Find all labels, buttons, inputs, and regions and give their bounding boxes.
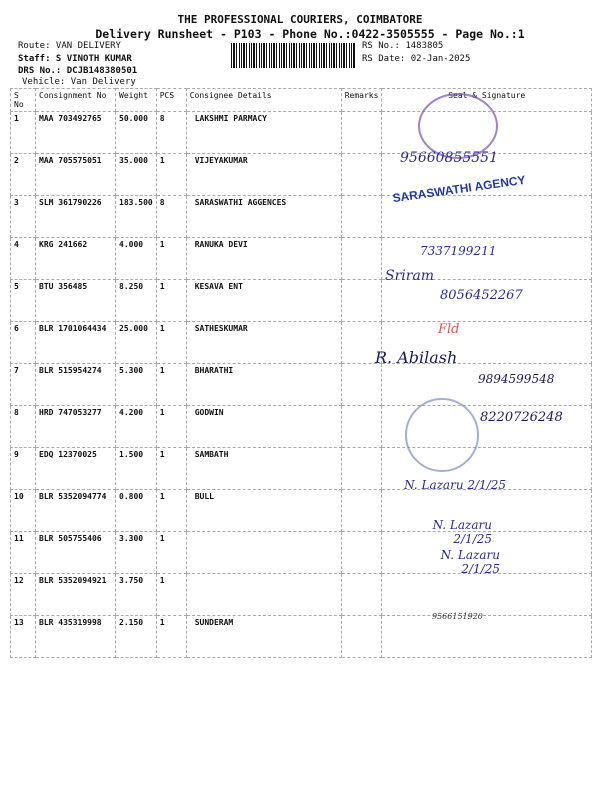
row-consignee: KESAVA ENT: [186, 280, 341, 322]
row-remarks: [341, 364, 382, 406]
row-weight: 50.000: [116, 112, 157, 154]
row-remarks: [341, 238, 382, 280]
barcode: [231, 43, 355, 68]
handwritten-phone-r7: 9894599548: [478, 372, 555, 386]
row-consignment-no: BLR 515954274: [36, 364, 116, 406]
handwritten-name-r7: R. Abilash: [375, 348, 458, 367]
rs-number: RS No.: 1483805: [362, 41, 444, 51]
col-consignment: Consignment No: [36, 89, 116, 112]
col-remarks: Remarks: [341, 89, 382, 112]
staff: Staff: S VINOTH KUMAR: [18, 54, 132, 64]
row-remarks: [341, 616, 382, 658]
row-weight: 1.500: [116, 448, 157, 490]
row-weight: 3.750: [116, 574, 157, 616]
table-row: [11, 616, 592, 658]
row-weight: 183.500: [116, 196, 157, 238]
row-pcs: 1: [156, 574, 186, 616]
row-weight: 25.000: [116, 322, 157, 364]
row-remarks: [341, 406, 382, 448]
row-sno: 12: [11, 574, 36, 616]
drs-number: DRS No.: DCJB148380501: [18, 66, 138, 76]
row-weight: 4.200: [116, 406, 157, 448]
row-consignment-no: EDQ 12370025: [36, 448, 116, 490]
row-weight: 5.300: [116, 364, 157, 406]
row-remarks: [341, 280, 382, 322]
table-row: [11, 238, 592, 280]
row-pcs: 1: [156, 322, 186, 364]
row-seal-signature: [382, 616, 592, 658]
row-consignment-no: BLR 1701064434: [36, 322, 116, 364]
row-sno: 5: [11, 280, 36, 322]
handwritten-phone-r2: 95660855551: [400, 150, 498, 166]
row-sno: 7: [11, 364, 36, 406]
row-consignment-no: KRG 241662: [36, 238, 116, 280]
col-sno: S No: [11, 89, 36, 112]
row-consignee: [186, 532, 341, 574]
handwritten-note-r6: Fld: [438, 322, 460, 337]
row-consignment-no: BLR 5352094774: [36, 490, 116, 532]
row-weight: 0.800: [116, 490, 157, 532]
table-row: [11, 196, 592, 238]
row-pcs: 1: [156, 448, 186, 490]
table-row: [11, 574, 592, 616]
row-sno: 10: [11, 490, 36, 532]
row-pcs: 1: [156, 490, 186, 532]
handwritten-phone-r8: 8220726248: [480, 410, 563, 425]
row-sno: 3: [11, 196, 36, 238]
row-consignee: BHARATHI: [186, 364, 341, 406]
row-sno: 13: [11, 616, 36, 658]
row-remarks: [341, 532, 382, 574]
row-remarks: [341, 154, 382, 196]
row-consignment-no: BTU 356485: [36, 280, 116, 322]
row-remarks: [341, 490, 382, 532]
row-seal-signature: [382, 574, 592, 616]
table-header: [11, 89, 592, 112]
row-consignee: SAMBATH: [186, 448, 341, 490]
row-pcs: 1: [156, 532, 186, 574]
handwritten-signature-r10: N. Lazaru 2/1/25: [404, 478, 506, 492]
table-row: [11, 532, 592, 574]
col-seal: Seal & Signature: [382, 89, 592, 112]
handwritten-phone-r5: 8056452267: [440, 288, 523, 303]
row-sno: 11: [11, 532, 36, 574]
row-consignment-no: BLR 505755406: [36, 532, 116, 574]
rs-date: RS Date: 02-Jan-2025: [362, 54, 471, 64]
row-consignee: VIJEYAKUMAR: [186, 154, 341, 196]
row-sno: 9: [11, 448, 36, 490]
handwritten-signature-r11: N. Lazaru 2/1/25: [432, 518, 492, 546]
row-consignment-no: BLR 435319998: [36, 616, 116, 658]
row-consignee: SARASWATHI AGGENCES: [186, 196, 341, 238]
row-consignment-no: BLR 5352094921: [36, 574, 116, 616]
row-remarks: [341, 448, 382, 490]
row-remarks: [341, 112, 382, 154]
handwritten-phone-r4: 7337199211: [420, 244, 497, 258]
row-remarks: [341, 574, 382, 616]
row-consignee: SATHESKUMAR: [186, 322, 341, 364]
col-weight: Weight: [116, 89, 157, 112]
table-row: [11, 490, 592, 532]
company-title: THE PROFESSIONAL COURIERS, COIMBATORE: [177, 13, 423, 26]
col-pcs: PCS: [156, 89, 186, 112]
row-pcs: 1: [156, 406, 186, 448]
row-pcs: 1: [156, 616, 186, 658]
row-sno: 4: [11, 238, 36, 280]
table-row: [11, 322, 592, 364]
route: Route: VAN DELIVERY: [18, 41, 121, 51]
runsheet-subtitle: Delivery Runsheet - P103 - Phone No.:0422-3505555 - Page No.:1: [95, 27, 525, 41]
row-pcs: 1: [156, 364, 186, 406]
row-consignment-no: HRD 747053277: [36, 406, 116, 448]
row-consignee: BULL: [186, 490, 341, 532]
row-weight: 3.300: [116, 532, 157, 574]
row-consignee: LAKSHMI PARMACY: [186, 112, 341, 154]
row-weight: 2.150: [116, 616, 157, 658]
row-pcs: 1: [156, 238, 186, 280]
row-weight: 35.000: [116, 154, 157, 196]
row-weight: 8.250: [116, 280, 157, 322]
row-pcs: 1: [156, 154, 186, 196]
handwritten-phone-r13: 9566151920: [432, 612, 483, 621]
company-stamp-r3: SARASWATHI AGENCY: [391, 172, 527, 206]
seal-stamp-blue: [405, 398, 479, 472]
handwritten-name-r5: Sriram: [385, 268, 435, 284]
col-consignee: Consignee Details: [186, 89, 341, 112]
row-consignment-no: MAA 705575051: [36, 154, 116, 196]
row-pcs: 8: [156, 196, 186, 238]
row-sno: 2: [11, 154, 36, 196]
row-pcs: 8: [156, 112, 186, 154]
table-row: [11, 112, 592, 154]
row-weight: 4.000: [116, 238, 157, 280]
row-remarks: [341, 196, 382, 238]
row-sno: 6: [11, 322, 36, 364]
handwritten-signature-r12: N. Lazaru 2/1/25: [440, 548, 500, 576]
row-sno: 8: [11, 406, 36, 448]
row-consignee: RANUKA DEVI: [186, 238, 341, 280]
vehicle: Vehicle: Van Delivery: [22, 77, 136, 87]
row-pcs: 1: [156, 280, 186, 322]
row-consignment-no: MAA 703492765: [36, 112, 116, 154]
row-consignee: SUNDERAM: [186, 616, 341, 658]
row-sno: 1: [11, 112, 36, 154]
row-consignment-no: SLM 361790226: [36, 196, 116, 238]
row-consignee: [186, 574, 341, 616]
row-consignee: GODWIN: [186, 406, 341, 448]
